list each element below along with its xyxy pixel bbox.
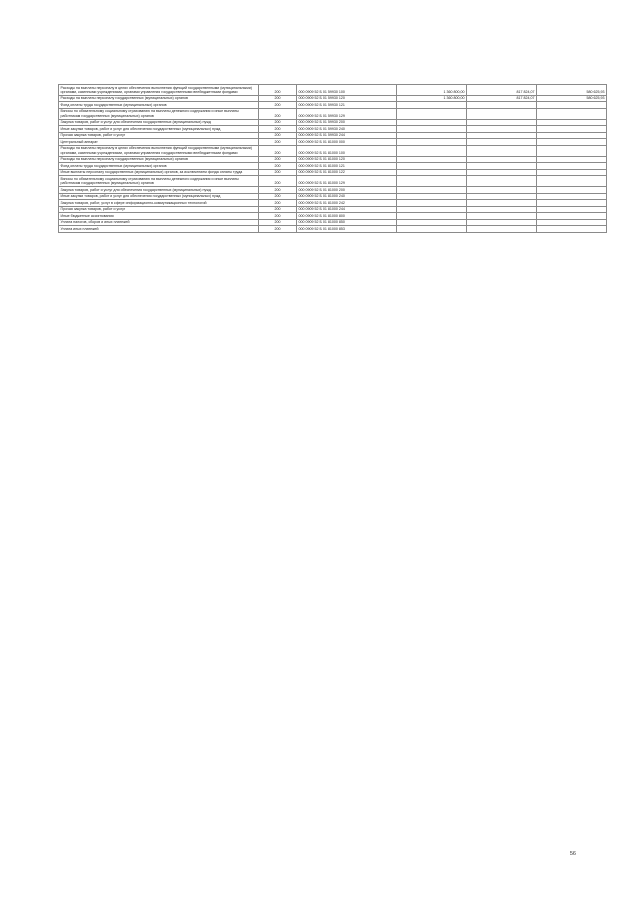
- approved-amount-cell: [397, 176, 467, 187]
- budget-code-cell: 000 0909 52 Б 01 59930 100: [297, 85, 397, 96]
- line-code-cell: 200: [259, 85, 297, 96]
- executed-amount-cell: [467, 176, 537, 187]
- line-code-cell: 200: [259, 102, 297, 108]
- table-body: [59, 85, 607, 233]
- budget-code-cell: 000 0909 52 Б 01 81000 244: [297, 206, 397, 212]
- table-row: [59, 85, 607, 96]
- line-code-cell: 200: [259, 95, 297, 101]
- unexecuted-amount-cell: [537, 108, 607, 119]
- budget-code-cell: 000 0909 52 Б 01 81000 121: [297, 163, 397, 169]
- row-name-cell: Иные выплаты персоналу государственных (муниципальных) органов, за исключением фонда оплаты труда: [59, 169, 259, 175]
- line-code-cell: 200: [259, 132, 297, 138]
- unexecuted-amount-cell: 580 625,93: [537, 95, 607, 101]
- row-name-cell: Уплата налогов, сборов и иных платежей: [59, 219, 259, 225]
- approved-amount-cell: [397, 145, 467, 156]
- row-name-cell: Фонд оплаты труда государственных (муниципальных) органов: [59, 163, 259, 169]
- unexecuted-amount-cell: [537, 176, 607, 187]
- row-name-cell: Расходы на выплаты персоналу государственных (муниципальных) органов: [59, 156, 259, 162]
- row-name-cell: Закупка товаров, работ и услуг для обеспечения государственных (муниципальных) нужд: [59, 119, 259, 125]
- line-code-cell: 200: [259, 176, 297, 187]
- line-code-cell: 200: [259, 193, 297, 199]
- line-code-cell: 200: [259, 145, 297, 156]
- line-code-cell: 200: [259, 226, 297, 232]
- line-code-cell: 200: [259, 126, 297, 132]
- budget-code-cell: 000 0909 52 Б 01 81000 200: [297, 187, 397, 193]
- budget-code-cell: 000 0909 52 Б 01 81000 853: [297, 226, 397, 232]
- line-code-cell: 200: [259, 187, 297, 193]
- line-code-cell: 200: [259, 156, 297, 162]
- row-name-cell: Прочая закупка товаров, работ и услуг: [59, 206, 259, 212]
- row-name-cell: Расходы на выплаты персоналу в целях обеспечения выполнения функций государственными (муниципальными) органами, казенными учреждениями, органами управления государственными внебюджетными фондами: [59, 85, 259, 96]
- row-name-cell: Фонд оплаты труда государственных (муниципальных) органов: [59, 102, 259, 108]
- row-name-cell: Закупка товаров, работ и услуг для обеспечения государственных (муниципальных) нужд: [59, 187, 259, 193]
- line-code-cell: 200: [259, 219, 297, 225]
- unexecuted-amount-cell: 580 625,93: [537, 85, 607, 96]
- line-code-cell: 200: [259, 139, 297, 145]
- line-code-cell: 200: [259, 206, 297, 212]
- line-code-cell: 200: [259, 200, 297, 206]
- table-row: [59, 108, 607, 119]
- budget-code-cell: 000 0909 52 Б 01 81000 850: [297, 219, 397, 225]
- row-name-cell: Иные закупки товаров, работ и услуг для обеспечения государственных (муниципальных) нужд: [59, 126, 259, 132]
- unexecuted-amount-cell: [537, 145, 607, 156]
- row-name-cell: Центральный аппарат: [59, 139, 259, 145]
- approved-amount-cell: [397, 108, 467, 119]
- budget-code-cell: 000 0909 52 Б 01 59930 244: [297, 132, 397, 138]
- approved-amount-cell: 1 360 800,00: [397, 95, 467, 101]
- row-name-cell: Закупка товаров, работ, услуг в сфере информационно-коммуникационных технологий: [59, 200, 259, 206]
- unexecuted-amount-cell: [537, 226, 607, 232]
- page-number: 56: [569, 851, 576, 857]
- executed-amount-cell: [467, 145, 537, 156]
- line-code-cell: 200: [259, 213, 297, 219]
- budget-code-cell: 000 0909 52 Б 01 59930 200: [297, 119, 397, 125]
- budget-code-cell: 000 0909 52 Б 01 81000 800: [297, 213, 397, 219]
- budget-code-cell: 000 0909 52 Б 01 59930 240: [297, 126, 397, 132]
- row-name-cell: Иные закупки товаров, работ и услуг для обеспечения государственных (муниципальных) нужд: [59, 193, 259, 199]
- report-page: [58, 84, 605, 233]
- budget-code-cell: 000 0909 52 Б 01 81000 120: [297, 156, 397, 162]
- executed-amount-cell: 817 824,07: [467, 85, 537, 96]
- row-name-cell: Прочая закупка товаров, работ и услуг: [59, 132, 259, 138]
- budget-code-cell: 000 0909 52 Б 01 59930 120: [297, 95, 397, 101]
- row-name-cell: Иные бюджетные ассигнования: [59, 213, 259, 219]
- executed-amount-cell: [467, 108, 537, 119]
- line-code-cell: 200: [259, 163, 297, 169]
- line-code-cell: 200: [259, 119, 297, 125]
- executed-amount-cell: 817 824,07: [467, 95, 537, 101]
- row-name-cell: Расходы на выплаты персоналу в целях обеспечения выполнения функций государственными (муниципальными) органами, казенными учреждениями, органами управления государственными внебюджетными фондами: [59, 145, 259, 156]
- table-row: [59, 226, 607, 232]
- row-name-cell: Взносы по обязательному социальному страхованию на выплаты денежного содержания и иные выплаты работникам государственных (муниципальных) органов: [59, 108, 259, 119]
- budget-code-cell: 000 0909 52 Б 01 59930 129: [297, 108, 397, 119]
- budget-code-cell: 000 0909 52 Б 01 81000 129: [297, 176, 397, 187]
- line-code-cell: 200: [259, 108, 297, 119]
- table-row: [59, 176, 607, 187]
- budget-code-cell: 000 0909 52 Б 01 81000 100: [297, 145, 397, 156]
- budget-code-cell: 000 0909 52 Б 01 59930 121: [297, 102, 397, 108]
- budget-code-cell: 000 0909 52 Б 01 81000 240: [297, 193, 397, 199]
- budget-table: [58, 84, 607, 233]
- budget-code-cell: 000 0909 52 Б 01 81000 000: [297, 139, 397, 145]
- budget-code-cell: 000 0909 52 Б 01 81000 122: [297, 169, 397, 175]
- row-name-cell: Расходы на выплаты персоналу государственных (муниципальных) органов: [59, 95, 259, 101]
- executed-amount-cell: [467, 226, 537, 232]
- row-name-cell: Уплата иных платежей: [59, 226, 259, 232]
- budget-code-cell: 000 0909 52 Б 01 81000 242: [297, 200, 397, 206]
- table-row: [59, 145, 607, 156]
- row-name-cell: Взносы по обязательному социальному страхованию на выплаты денежного содержания и иные выплаты работникам государственных (муниципальных) органов: [59, 176, 259, 187]
- approved-amount-cell: [397, 226, 467, 232]
- line-code-cell: 200: [259, 169, 297, 175]
- approved-amount-cell: 1 360 800,00: [397, 85, 467, 96]
